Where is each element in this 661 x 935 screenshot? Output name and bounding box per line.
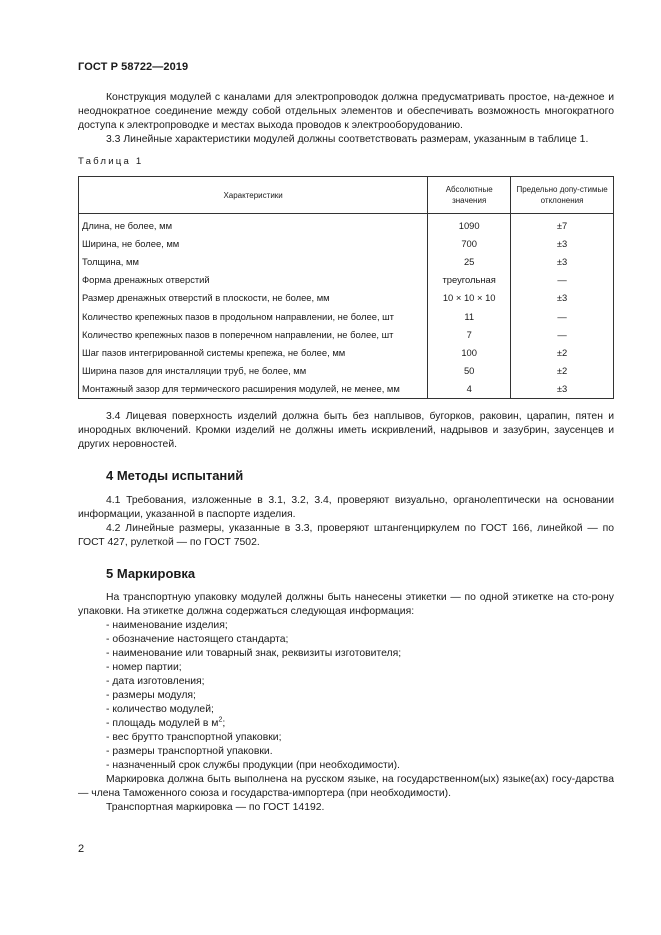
cell-tolerance: —	[511, 271, 614, 289]
marking-intro: На транспортную упаковку модулей должны быть нанесены этикетки — по одной этикетке на сто-рону упаковки. На этикетке должна содержаться следующая информация:	[78, 592, 614, 617]
area-end: ;	[222, 718, 226, 729]
cell-value: треугольная	[428, 271, 511, 289]
cell-value: 50	[428, 362, 511, 380]
clause-3-4: 3.4 Лицевая поверхность изделий должна быть без наплывов, бугорков, раковин, царапин, пятен и инородных включений. Кромки изделий не должны иметь искривлений, надрывов и зазубрин, заусенцев и других неровностей.	[78, 411, 614, 450]
list-item: - назначенный срок службы продукции (при необходимости).	[106, 760, 400, 771]
header-characteristics: Характеристики	[79, 177, 428, 214]
section-5-heading: 5 Маркировка	[106, 566, 196, 581]
cell-value: 25	[428, 252, 511, 270]
list-item: - размеры транспортной упаковки.	[106, 746, 273, 757]
table-row	[79, 325, 614, 343]
cell-tolerance: —	[511, 307, 614, 325]
section-4-heading: 4 Методы испытаний	[106, 468, 244, 483]
cell-characteristic: Длина, не более, мм	[79, 214, 428, 235]
table-row	[79, 343, 614, 361]
cell-tolerance: ±2	[511, 362, 614, 380]
clause-4-1: 4.1 Требования, изложенные в 3.1, 3.2, 3.4, проверяют визуально, органолептически на основании информации, указанной в паспорте изделия.	[78, 495, 614, 520]
page-number: 2	[78, 843, 85, 855]
cell-tolerance: ±3	[511, 289, 614, 307]
table-header-row	[79, 177, 614, 214]
list-item: - номер партии;	[106, 662, 182, 673]
list-item: - размеры модуля;	[106, 690, 196, 701]
marking-language: Маркировка должна быть выполнена на русском языке, на государственном(ых) языке(ах) госу-дарства — члена Таможенного союза и государства-импортера (при необходимости).	[78, 774, 614, 799]
area-superscript: 2	[218, 716, 223, 724]
cell-characteristic: Размер дренажных отверстий в плоскости, не более, мм	[79, 289, 428, 307]
list-item: - наименование или товарный знак, реквизиты изготовителя;	[106, 648, 402, 659]
transport-marking: Транспортная маркировка — по ГОСТ 14192.	[106, 802, 325, 813]
header-absolute-values: Абсолютные значения	[428, 177, 511, 214]
cell-value: 1090	[428, 214, 511, 235]
cell-tolerance: ±3	[511, 380, 614, 399]
cell-tolerance: ±3	[511, 252, 614, 270]
cell-value: 100	[428, 343, 511, 361]
cell-characteristic: Монтажный зазор для термического расширения модулей, не менее, мм	[79, 380, 428, 399]
document-header: ГОСТ Р 58722—2019	[78, 61, 189, 73]
area-text: - площадь модулей в м	[106, 718, 219, 729]
marking-info-list	[78, 619, 618, 773]
cell-characteristic: Ширина пазов для инсталляции труб, не более, мм	[79, 362, 428, 380]
cell-characteristic: Ширина, не более, мм	[79, 234, 428, 252]
list-item: - обозначение настоящего стандарта;	[106, 634, 289, 645]
cell-value: 11	[428, 307, 511, 325]
table-row	[79, 380, 614, 399]
clause-3-3: 3.3 Линейные характеристики модулей должны соответствовать размерам, указанным в таблице 1.	[106, 134, 589, 145]
cell-characteristic: Количество крепежных пазов в продольном направлении, не более, шт	[79, 307, 428, 325]
intro-paragraph: Конструкция модулей с каналами для электропроводок должна предусматривать простое, на-дежное и неоднократное соединение между собой отдельных элементов и обеспечивать возможность многократного доступа к электропроводке и местах выхода проводов к электрооборудованию.	[78, 92, 614, 131]
cell-value: 4	[428, 380, 511, 399]
characteristics-table	[78, 176, 614, 399]
table-row	[79, 252, 614, 270]
table-row	[79, 214, 614, 235]
list-item-area	[78, 717, 618, 731]
cell-value: 10 × 10 × 10	[428, 289, 511, 307]
cell-tolerance: ±7	[511, 214, 614, 235]
cell-value: 7	[428, 325, 511, 343]
cell-characteristic: Форма дренажных отверстий	[79, 271, 428, 289]
cell-characteristic: Толщина, мм	[79, 252, 428, 270]
header-tolerances: Предельно допу-стимые отклонения	[511, 177, 614, 214]
list-item: - наименование изделия;	[106, 620, 228, 631]
cell-characteristic: Шаг пазов интегрированной системы крепежа, не более, мм	[79, 343, 428, 361]
table-row	[79, 234, 614, 252]
table-row	[79, 307, 614, 325]
list-item: - количество модулей;	[106, 704, 214, 715]
list-item: - вес брутто транспортной упаковки;	[106, 732, 282, 743]
cell-tolerance: —	[511, 325, 614, 343]
list-item: - дата изготовления;	[106, 676, 205, 687]
table-row	[79, 271, 614, 289]
clause-4-2: 4.2 Линейные размеры, указанные в 3.3, проверяют штангенциркулем по ГОСТ 166, линейкой — по ГОСТ 427, рулеткой — по ГОСТ 7502.	[78, 523, 614, 548]
cell-tolerance: ±2	[511, 343, 614, 361]
table-row	[79, 289, 614, 307]
cell-characteristic: Количество крепежных пазов в поперечном направлении, не более, шт	[79, 325, 428, 343]
table-row	[79, 362, 614, 380]
table-caption: Таблица 1	[78, 156, 144, 167]
cell-value: 700	[428, 234, 511, 252]
cell-tolerance: ±3	[511, 234, 614, 252]
